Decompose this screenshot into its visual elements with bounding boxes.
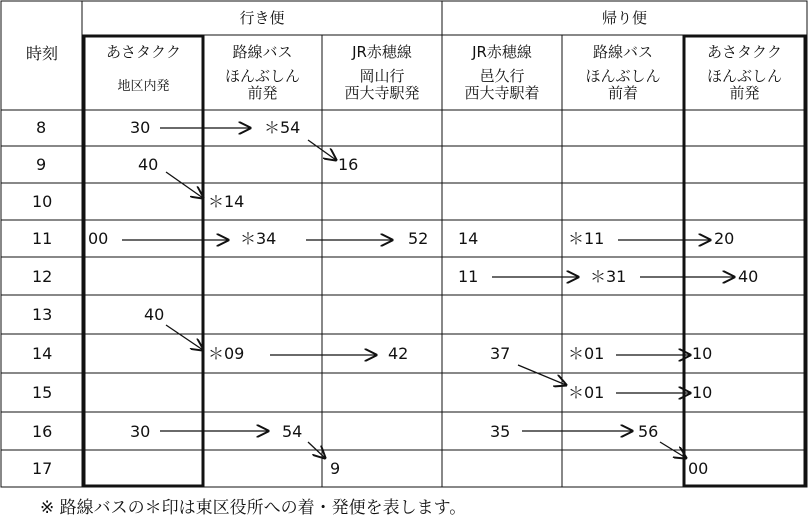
entry-jr-in: 14 — [458, 229, 479, 248]
header-inbound: 帰り便 — [601, 9, 647, 27]
entry-jr-out: 52 — [408, 229, 429, 248]
entry-bus-in: ＊01 — [568, 383, 605, 402]
entry-taxi-in: 00 — [688, 459, 709, 478]
hour-label: 14 — [32, 344, 53, 363]
entry-taxi-out: 00 — [88, 229, 109, 248]
entry-jr-out: 9 — [330, 459, 341, 478]
header-outbound: 行き便 — [239, 9, 285, 27]
entry-taxi-out: 40 — [138, 155, 159, 174]
entry-taxi-in: 10 — [692, 344, 713, 363]
hour-label: 11 — [32, 229, 53, 248]
entry-taxi-in: 10 — [692, 383, 713, 402]
entry-bus-out: ＊09 — [208, 344, 245, 363]
entry-taxi-out: 30 — [130, 422, 151, 441]
header-time: 時刻 — [25, 44, 58, 63]
hour-label: 10 — [32, 192, 53, 211]
hour-label: 17 — [32, 459, 53, 478]
entry-taxi-in: 20 — [714, 229, 735, 248]
entry-bus-out: ＊34 — [240, 229, 277, 248]
col-sub-jr-out: 岡山行 西大寺駅発 — [344, 67, 420, 103]
col-name-bus-in: 路線バス — [592, 43, 653, 61]
hour-label: 12 — [32, 267, 53, 286]
col-name-jr-out: JR赤穂線 — [352, 43, 412, 61]
entry-jr-out: 42 — [388, 344, 409, 363]
col-name-bus-out: 路線バス — [232, 43, 293, 61]
hour-label: 8 — [36, 118, 47, 137]
entry-jr-in: 35 — [490, 422, 511, 441]
entry-bus-out: ＊54 — [264, 118, 301, 137]
entry-jr-out: 16 — [338, 155, 359, 174]
col-sub-bus-out: ほんぶしん 前発 — [224, 67, 300, 103]
entry-bus-out: 54 — [282, 422, 303, 441]
col-sub-taxi-out: 地区内発 — [117, 79, 170, 94]
entry-bus-in: 56 — [638, 422, 659, 441]
entry-jr-in: 11 — [458, 267, 479, 286]
col-name-taxi-out: あさタクク — [105, 43, 181, 61]
entry-taxi-out: 30 — [130, 118, 151, 137]
entry-bus-in: ＊11 — [568, 229, 605, 248]
entry-taxi-in: 40 — [738, 267, 759, 286]
col-sub-bus-in: ほんぶしん 前着 — [585, 67, 661, 103]
entry-bus-in: ＊31 — [590, 267, 627, 286]
hour-label: 15 — [32, 383, 53, 402]
footnote: ※ 路線バスの＊印は東区役所への着・発便を表します。 — [40, 498, 467, 518]
hour-label: 9 — [36, 155, 47, 174]
entry-jr-in: 37 — [490, 344, 511, 363]
entry-taxi-out: 40 — [144, 305, 165, 324]
hour-label: 16 — [32, 422, 53, 441]
entry-bus-out: ＊14 — [208, 192, 245, 211]
col-sub-jr-in: 邑久行 西大寺駅着 — [464, 67, 540, 103]
col-sub-taxi-in: ほんぶしん 前発 — [706, 67, 782, 103]
hour-label: 13 — [32, 305, 53, 324]
col-name-taxi-in: あさタクク — [706, 43, 782, 61]
col-name-jr-in: JR赤穂線 — [472, 43, 532, 61]
entry-bus-in: ＊01 — [568, 344, 605, 363]
